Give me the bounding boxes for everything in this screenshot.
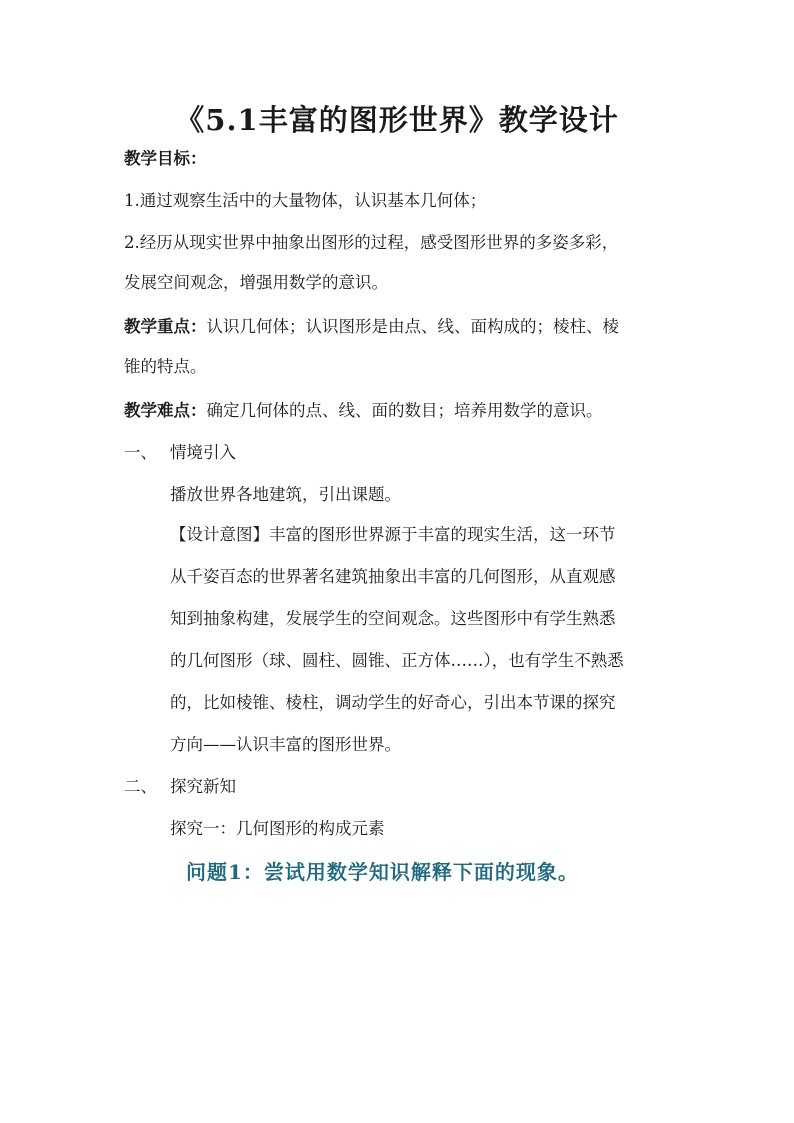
section-1-title: 情境引入 xyxy=(170,443,236,462)
design-line: 从千姿百态的世界著名建筑抽象出丰富的几何图形，从直观感 xyxy=(170,567,616,586)
difficulties-label: 教学难点： xyxy=(124,401,207,420)
section-1-number: 一、 xyxy=(124,443,157,462)
key-points-line-2: 锥的特点。 xyxy=(124,357,207,376)
key-points-text: 认识几何体；认识图形是由点、线、面构成的；棱柱、棱 xyxy=(206,317,619,336)
design-line: 的几何图形（球、圆柱、圆锥、正方体……），也有学生不熟悉 xyxy=(170,651,624,670)
design-line: 的，比如棱锥、棱柱，调动学生的好奇心，引出本节课的探究 xyxy=(170,693,616,712)
design-line: 方向——认识丰富的图形世界。 xyxy=(170,735,401,754)
question-1: 问题1：尝试用数学知识解释下面的现象。 xyxy=(186,860,579,884)
key-points-label: 教学重点： xyxy=(124,317,207,336)
design-line: 【设计意图】丰富的图形世界源于丰富的现实生活，这一环节 xyxy=(170,525,616,544)
section-2-title: 探究新知 xyxy=(170,777,236,796)
objectives-heading: 教学目标： xyxy=(124,149,207,168)
page-title: 《5.1丰富的图形世界》教学设计 xyxy=(175,103,619,137)
difficulties-text: 确定几何体的点、线、面的数目；培养用数学的意识。 xyxy=(206,401,603,420)
explore-item: 探究一：几何图形的构成元素 xyxy=(170,819,385,838)
design-line: 知到抽象构建，发展学生的空间观念。这些图形中有学生熟悉 xyxy=(170,609,616,628)
section-1-text: 播放世界各地建筑，引出课题。 xyxy=(170,485,401,504)
difficulties xyxy=(124,400,603,422)
key-points xyxy=(124,316,619,338)
objective-item-1: 1.通过观察生活中的大量物体，认识基本几何体； xyxy=(124,191,487,210)
objective-item-2-line-1: 2.经历从现实世界中抽象出图形的过程，感受图形世界的多姿多彩， xyxy=(124,233,619,252)
section-2-number: 二、 xyxy=(124,777,157,796)
objective-item-2-line-2: 发展空间观念，增强用数学的意识。 xyxy=(124,273,388,292)
